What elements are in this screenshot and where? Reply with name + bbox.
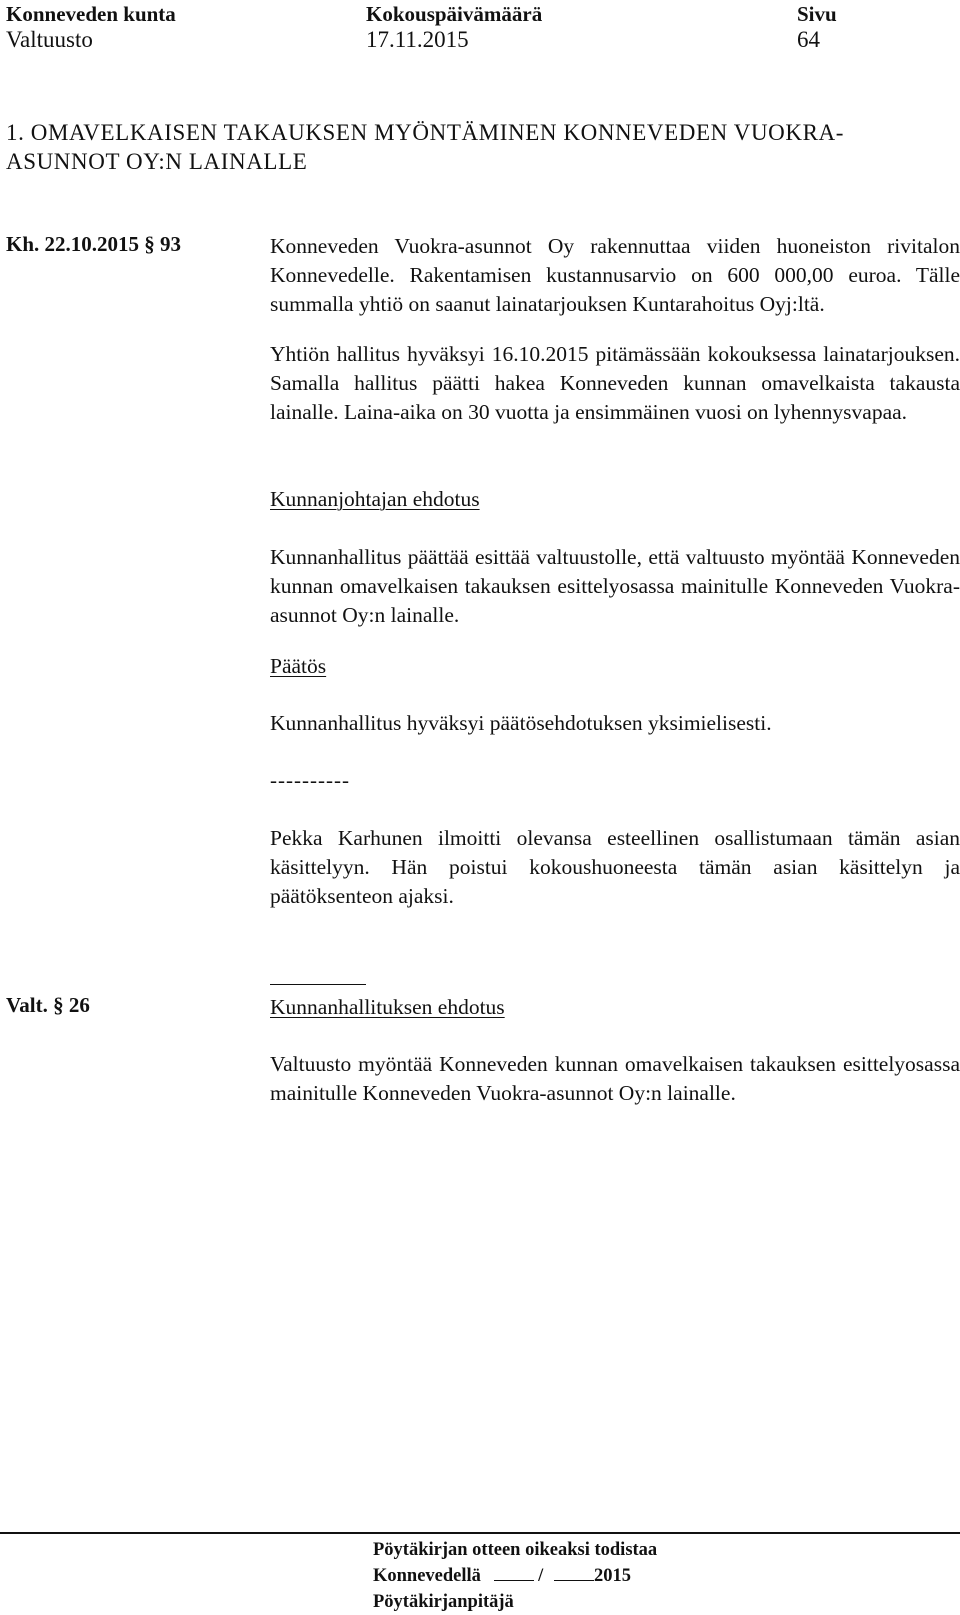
day-blank: [494, 1564, 534, 1581]
date-slash: /: [538, 1566, 544, 1586]
kh-reference: Kh. 22.10.2015 § 93: [6, 232, 182, 256]
certification-block: [373, 1537, 657, 1615]
section-title-line1: 1. OMAVELKAISEN TAKAUKSEN MYÖNTÄMINEN KONNEVEDEN VUOKRA-: [6, 120, 845, 145]
kh-decision-heading: Päätös: [270, 654, 327, 678]
certification-year: 2015: [593, 1566, 631, 1586]
valt-proposal-text: Valtuusto myöntää Konneveden kunnan omavelkaisen takauksen esittelyosassa mainitulle Konneveden Vuokra-asunnot Oy:n lainalle.: [270, 1052, 960, 1105]
header-org-label: Konneveden kunta: [6, 2, 176, 26]
header-date-label: Kokouspäivämäärä: [366, 2, 543, 26]
certification-place: Konnevedellä: [373, 1566, 481, 1586]
header-org-value: Valtuusto: [6, 27, 93, 52]
valt-proposal-heading: Kunnanhallituksen ehdotus: [270, 995, 505, 1019]
header-page-label: Sivu: [797, 2, 837, 26]
footer-rule: [0, 1532, 960, 1534]
header-date-value: 17.11.2015: [366, 27, 469, 52]
separator-rule: [270, 984, 366, 985]
kh-paragraph-2: Yhtiön hallitus hyväksyi 16.10.2015 pitämässään kokouksessa lainatarjouksen. Samalla hallitus päätti hakea Konneveden kunnan omavelkaista takausta lainalle. Laina-aika on 30 vuotta ja ensimmäinen vuosi on lyhennysvapaa.: [270, 342, 960, 424]
kh-decision-text: Kunnanhallitus hyväksyi päätösehdotuksen yksimielisesti.: [270, 711, 772, 735]
certification-place-date: [373, 1563, 657, 1589]
certification-line: Pöytäkirjan otteen oikeaksi todistaa: [373, 1540, 658, 1560]
kh-proposal-text: Kunnanhallitus päättää esittää valtuustolle, että valtuusto myöntää Konneveden kunnan omavelkaisen takauksen esittelyosassa mainitulle Konneveden Vuokra-asunnot Oy:n lainalle.: [270, 545, 960, 627]
kh-separator: ----------: [270, 768, 350, 792]
section-title-line2: ASUNNOT OY:N LAINALLE: [6, 149, 308, 174]
header-page-value: 64: [797, 27, 820, 52]
valt-reference: Valt. § 26: [6, 993, 90, 1017]
certification-role: Pöytäkirjanpitäjä: [373, 1592, 514, 1612]
kh-paragraph-1: Konneveden Vuokra-asunnot Oy rakennuttaa viiden huoneiston rivitalon Konnevedelle. Rakentamisen kustannusarvio on 600 000,00 euroa. Tälle summalla yhtiö on saanut lainatarjouksen Kuntarahoitus Oyj:ltä.: [270, 234, 960, 316]
kh-proposal-heading: Kunnanjohtajan ehdotus: [270, 487, 480, 511]
kh-disqualification-note: Pekka Karhunen ilmoitti olevansa esteellinen osallistumaan tämän asian käsittelyyn. Hän poistui kokoushuoneesta tämän asian käsittelyn ja päätöksenteon ajaksi.: [270, 826, 960, 908]
month-blank: [554, 1564, 594, 1581]
